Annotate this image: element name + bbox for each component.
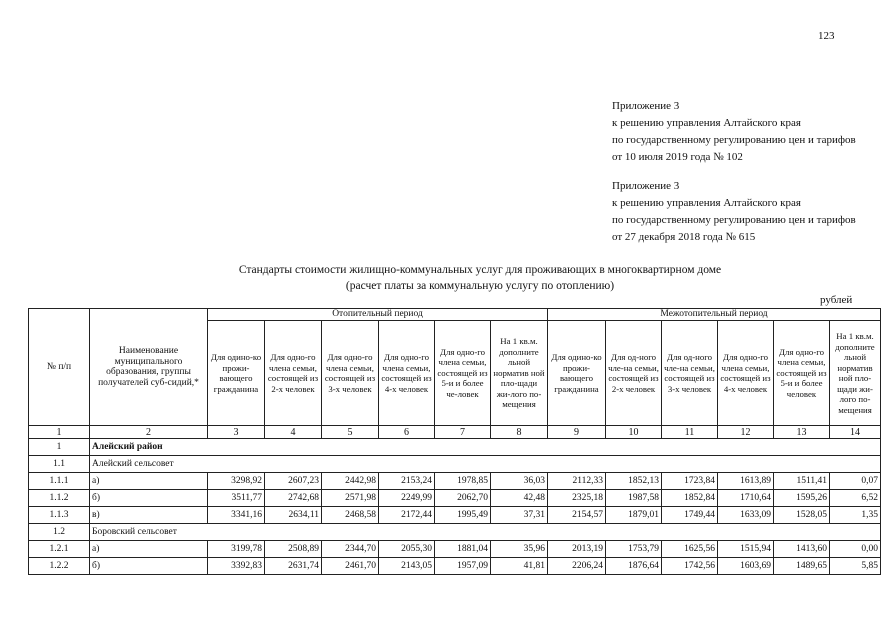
row-code: 1.1.2 bbox=[29, 490, 90, 507]
value-cell: 41,81 bbox=[491, 558, 548, 575]
column-number: 5 bbox=[322, 426, 379, 439]
value-cell: 1987,58 bbox=[606, 490, 662, 507]
row-code: 1 bbox=[29, 439, 90, 456]
appendix-line: от 27 декабря 2018 года № 615 bbox=[612, 231, 756, 243]
header-heating-col: На 1 кв.м. дополните льной норматив ной пло-щади жи-лого по-мещения bbox=[491, 321, 548, 426]
row-code: 1.2 bbox=[29, 524, 90, 541]
row-name: Алейский сельсовет bbox=[90, 456, 881, 473]
column-number: 10 bbox=[606, 426, 662, 439]
row-name: а) bbox=[90, 541, 208, 558]
value-cell: 1528,05 bbox=[774, 507, 830, 524]
column-numbers-row bbox=[29, 426, 881, 439]
value-cell: 35,96 bbox=[491, 541, 548, 558]
column-number: 1 bbox=[29, 426, 90, 439]
value-cell: 1413,60 bbox=[774, 541, 830, 558]
value-cell: 2571,98 bbox=[322, 490, 379, 507]
column-number: 6 bbox=[379, 426, 435, 439]
header-np: № п/п bbox=[29, 309, 90, 426]
column-number: 14 bbox=[830, 426, 881, 439]
value-cell: 1710,64 bbox=[718, 490, 774, 507]
row-name: Алейский район bbox=[90, 439, 881, 456]
tariff-table bbox=[28, 308, 881, 575]
table-row bbox=[29, 473, 881, 490]
header-heating-col: Для одино-ко прожи-вающего гражданина bbox=[208, 321, 265, 426]
column-number: 4 bbox=[265, 426, 322, 439]
value-cell: 2153,24 bbox=[379, 473, 435, 490]
value-cell: 2143,05 bbox=[379, 558, 435, 575]
value-cell: 2631,74 bbox=[265, 558, 322, 575]
value-cell: 1515,94 bbox=[718, 541, 774, 558]
value-cell: 2508,89 bbox=[265, 541, 322, 558]
value-cell: 1881,04 bbox=[435, 541, 491, 558]
row-code: 1.1.1 bbox=[29, 473, 90, 490]
title-line-2: (расчет платы за коммунальную услугу по отоплению) bbox=[345, 280, 615, 292]
value-cell: 2062,70 bbox=[435, 490, 491, 507]
value-cell: 2013,19 bbox=[548, 541, 606, 558]
header-heating-col: Для одно-го члена семьи, состоящей из 2-х человек bbox=[265, 321, 322, 426]
header-group-row bbox=[29, 309, 881, 321]
value-cell: 1489,65 bbox=[774, 558, 830, 575]
value-cell: 2249,99 bbox=[379, 490, 435, 507]
value-cell: 1995,49 bbox=[435, 507, 491, 524]
value-cell: 1879,01 bbox=[606, 507, 662, 524]
header-interheating-col: Для одино-ко прожи-вающего гражданина bbox=[548, 321, 606, 426]
row-name: в) bbox=[90, 507, 208, 524]
value-cell: 1742,56 bbox=[662, 558, 718, 575]
value-cell: 2112,33 bbox=[548, 473, 606, 490]
column-number: 7 bbox=[435, 426, 491, 439]
value-cell: 0,07 bbox=[830, 473, 881, 490]
header-interheating-col: На 1 кв.м. дополните льной норматив ной пло-щади жи-лого по-мещения bbox=[830, 321, 881, 426]
value-cell: 3199,78 bbox=[208, 541, 265, 558]
value-cell: 1852,84 bbox=[662, 490, 718, 507]
value-cell: 2325,18 bbox=[548, 490, 606, 507]
value-cell: 2461,70 bbox=[322, 558, 379, 575]
appendix-line: от 10 июля 2019 года № 102 bbox=[612, 151, 743, 163]
value-cell: 2742,68 bbox=[265, 490, 322, 507]
title-line-1: Стандарты стоимости жилищно-коммунальных услуг для проживающих в многоквартирном доме bbox=[238, 264, 722, 276]
appendix-line: к решению управления Алтайского края bbox=[612, 197, 801, 209]
appendix-previous bbox=[612, 178, 856, 246]
value-cell: 2468,58 bbox=[322, 507, 379, 524]
table-row bbox=[29, 558, 881, 575]
value-cell: 2172,44 bbox=[379, 507, 435, 524]
row-name: б) bbox=[90, 490, 208, 507]
appendix-line: к решению управления Алтайского края bbox=[612, 117, 801, 129]
value-cell: 1957,09 bbox=[435, 558, 491, 575]
value-cell: 2344,70 bbox=[322, 541, 379, 558]
value-cell: 1633,09 bbox=[718, 507, 774, 524]
header-heating-col: Для одно-го члена семьи, состоящей из 3-х человек bbox=[322, 321, 379, 426]
row-name: а) bbox=[90, 473, 208, 490]
appendix-line: Приложение 3 bbox=[612, 100, 680, 112]
value-cell: 2055,30 bbox=[379, 541, 435, 558]
row-code: 1.1.3 bbox=[29, 507, 90, 524]
value-cell: 2607,23 bbox=[265, 473, 322, 490]
column-number: 3 bbox=[208, 426, 265, 439]
value-cell: 42,48 bbox=[491, 490, 548, 507]
appendix-line: Приложение 3 bbox=[612, 180, 680, 192]
row-name: б) bbox=[90, 558, 208, 575]
header-heating-period: Отопительный период bbox=[208, 309, 548, 321]
value-cell: 1852,13 bbox=[606, 473, 662, 490]
header-name: Наименование муниципального образования, группы получателей суб-сидий,* bbox=[90, 309, 208, 426]
value-cell: 1595,26 bbox=[774, 490, 830, 507]
value-cell: 1876,64 bbox=[606, 558, 662, 575]
table-row-section bbox=[29, 524, 881, 541]
value-cell: 2442,98 bbox=[322, 473, 379, 490]
column-number: 12 bbox=[718, 426, 774, 439]
row-code: 1.1 bbox=[29, 456, 90, 473]
table-row bbox=[29, 507, 881, 524]
table-row-section bbox=[29, 456, 881, 473]
table-row bbox=[29, 541, 881, 558]
header-interheating-col: Для од-ного чле-на семьи, состоящей из 3-х человек bbox=[662, 321, 718, 426]
value-cell: 3392,83 bbox=[208, 558, 265, 575]
value-cell: 2634,11 bbox=[265, 507, 322, 524]
value-cell: 1603,69 bbox=[718, 558, 774, 575]
value-cell: 36,03 bbox=[491, 473, 548, 490]
appendix-line: по государственному регулированию цен и тарифов bbox=[612, 134, 856, 146]
column-number: 13 bbox=[774, 426, 830, 439]
value-cell: 3511,77 bbox=[208, 490, 265, 507]
value-cell: 3341,16 bbox=[208, 507, 265, 524]
value-cell: 1723,84 bbox=[662, 473, 718, 490]
value-cell: 1978,85 bbox=[435, 473, 491, 490]
row-name: Боровский сельсовет bbox=[90, 524, 881, 541]
value-cell: 2154,57 bbox=[548, 507, 606, 524]
value-cell: 1613,89 bbox=[718, 473, 774, 490]
column-number: 9 bbox=[548, 426, 606, 439]
value-cell: 1749,44 bbox=[662, 507, 718, 524]
row-code: 1.2.1 bbox=[29, 541, 90, 558]
header-interheating-period: Межотопительный период bbox=[548, 309, 881, 321]
document-title bbox=[150, 262, 810, 294]
header-interheating-col: Для одно-го члена семьи, состоящей из 5-и и более человек bbox=[774, 321, 830, 426]
value-cell: 0,00 bbox=[830, 541, 881, 558]
table-row bbox=[29, 490, 881, 507]
value-cell: 1511,41 bbox=[774, 473, 830, 490]
header-heating-col: Для одно-го члена семьи, состоящей из 4-х человек bbox=[379, 321, 435, 426]
appendix-line: по государственному регулированию цен и тарифов bbox=[612, 214, 856, 226]
value-cell: 1753,79 bbox=[606, 541, 662, 558]
value-cell: 37,31 bbox=[491, 507, 548, 524]
value-cell: 2206,24 bbox=[548, 558, 606, 575]
row-code: 1.2.2 bbox=[29, 558, 90, 575]
value-cell: 1,35 bbox=[830, 507, 881, 524]
value-cell: 6,52 bbox=[830, 490, 881, 507]
column-number: 2 bbox=[90, 426, 208, 439]
value-cell: 1625,56 bbox=[662, 541, 718, 558]
value-cell: 3298,92 bbox=[208, 473, 265, 490]
header-interheating-col: Для одно-го члена семьи, состоящей из 4-х человек bbox=[718, 321, 774, 426]
unit-label: рублей bbox=[820, 294, 853, 306]
column-number: 8 bbox=[491, 426, 548, 439]
value-cell: 5,85 bbox=[830, 558, 881, 575]
appendix-current bbox=[612, 98, 856, 166]
header-heating-col: Для одно-го члена семьи, состоящей из 5-и и более че-ловек bbox=[435, 321, 491, 426]
table-row-district bbox=[29, 439, 881, 456]
header-interheating-col: Для од-ного чле-на семьи, состоящей из 2-х человек bbox=[606, 321, 662, 426]
column-number: 11 bbox=[662, 426, 718, 439]
page-number: 123 bbox=[818, 30, 835, 42]
